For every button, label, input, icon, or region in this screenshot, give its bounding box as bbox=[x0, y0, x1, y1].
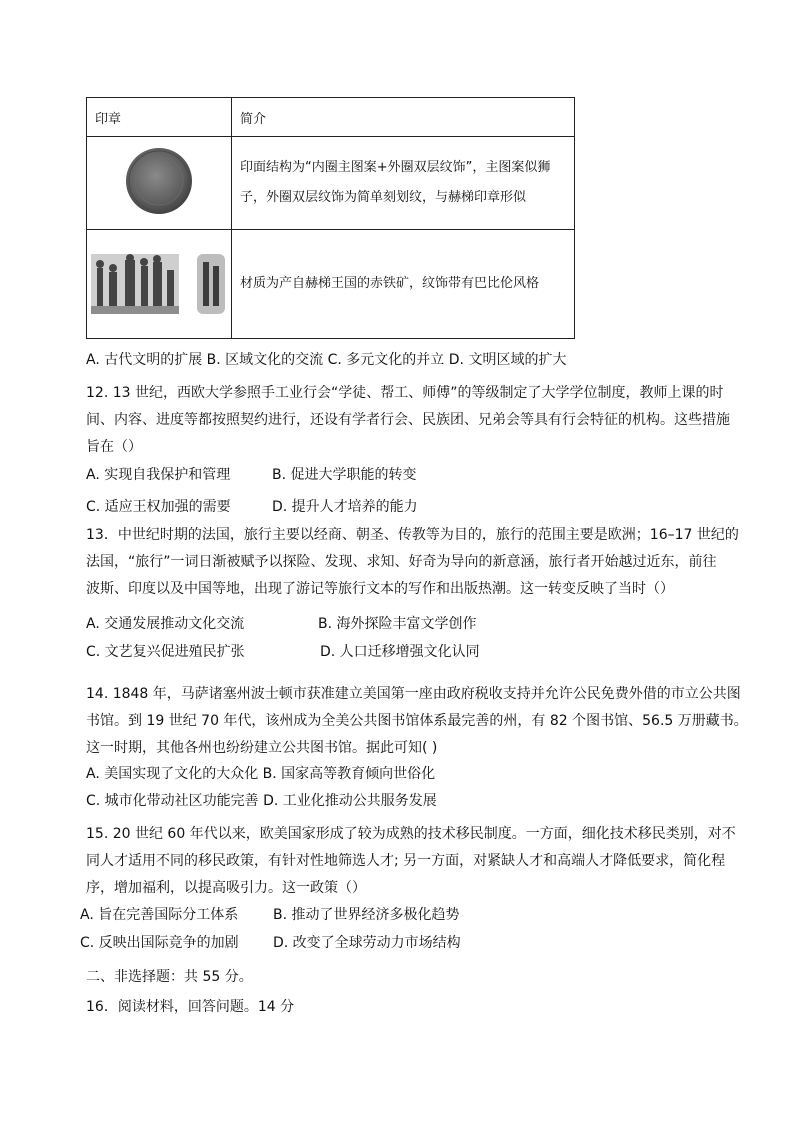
table-row bbox=[87, 137, 575, 230]
q15-option-c: C. 反映出国际竞争的加剧 bbox=[80, 935, 239, 951]
q15-option-b: B. 推动了世界经济多极化趋势 bbox=[273, 907, 460, 923]
q13-line-3: 波斯、印度以及中国等地，出现了游记等旅行文本的写作和出版热潮。这一转变反映了当时（） bbox=[86, 581, 674, 597]
seal-image-cell bbox=[87, 137, 232, 230]
q14-line-1: 14. 1848 年，马萨诸塞州波士顿市获准建立美国第一座由政府税收支持并允许公民免费外借的市立公共图 bbox=[86, 686, 741, 702]
q13-option-a: A. 交通发展推动文化交流 bbox=[86, 616, 245, 632]
header-intro-cell bbox=[232, 98, 575, 137]
row2-description: 材质为产自赫梯王国的赤铁矿，纹饰带有巴比伦风格 bbox=[240, 276, 540, 291]
header-intro: 简介 bbox=[240, 111, 267, 127]
q12-option-a: A. 实现自我保护和管理 bbox=[86, 467, 231, 483]
q13-option-c: C. 文艺复兴促进殖民扩张 bbox=[86, 644, 245, 660]
cylinder-seal-image bbox=[89, 250, 229, 318]
row2-desc-cell bbox=[232, 230, 575, 339]
q15-line-3: 序，增加福利，以提高吸引力。这一政策（） bbox=[86, 880, 366, 896]
round-seal-image bbox=[124, 146, 194, 216]
seal-table bbox=[86, 97, 575, 339]
q15-line-2: 同人才适用不同的移民政策，有针对性地筛选人才; 另一方面，对紧缺人才和高端人才降低要求，简化程 bbox=[86, 853, 726, 869]
q14-line-2: 书馆。到 19 世纪 70 年代，该州成为全美公共图书馆体系最完善的州，有 82 个图书馆、56.5 万册藏书。 bbox=[86, 713, 748, 729]
q15-option-a: A. 旨在完善国际分工体系 bbox=[80, 907, 239, 923]
cylinder-image-cell bbox=[87, 230, 232, 339]
q13-option-b: B. 海外探险丰富文学创作 bbox=[318, 616, 477, 632]
q11-options: A. 古代文明的扩展 B. 区域文化的交流 C. 多元文化的并立 D. 文明区域的扩大 bbox=[86, 352, 567, 368]
q16-prompt: 16．阅读材料，回答问题。14 分 bbox=[86, 999, 295, 1015]
q15-option-d: D. 改变了全球劳动力市场结构 bbox=[273, 935, 461, 951]
q15-line-1: 15. 20 世纪 60 年代以来，欧美国家形成了较为成熟的技术移民制度。一方面，细化技术移民类别，对不 bbox=[86, 826, 736, 842]
q12-line-3: 旨在（） bbox=[86, 439, 142, 455]
q12-option-c: C. 适应王权加强的需要 bbox=[86, 499, 231, 515]
header-seal-cell bbox=[87, 98, 232, 137]
q14-options-cd: C. 城市化带动社区功能完善 D. 工业化推动公共服务发展 bbox=[86, 793, 437, 809]
q12-line-1: 12. 13 世纪，西欧大学参照手工业行会“学徒、帮工、师傅”的等级制定了大学学位制度，教师上课的时 bbox=[86, 385, 724, 401]
table-header-row bbox=[87, 98, 575, 137]
q12-option-b: B. 促进大学职能的转变 bbox=[272, 467, 417, 483]
q13-line-1: 13．中世纪时期的法国，旅行主要以经商、朝圣、传教等为目的，旅行的范围主要是欧洲；16–17 世纪的 bbox=[86, 527, 739, 543]
table-row bbox=[87, 230, 575, 339]
q12-line-2: 间、内容、进度等都按照契约进行，还设有学者行会、民族团、兄弟会等具有行会特征的机构。这些措施 bbox=[86, 412, 730, 428]
row1-description: 印面结构为“内圈主图案+外圈双层纹饰”，主图案似狮子，外圈双层纹饰为简单刻划纹，与赫梯印章形似 bbox=[240, 160, 551, 205]
q13-line-2: 法国，“旅行”一词日渐被赋予以探险、发现、求知、好奇为导向的新意涵，旅行者开始越过近东，前往 bbox=[86, 554, 717, 570]
q14-options-ab: A. 美国实现了文化的大众化 B. 国家高等教育倾向世俗化 bbox=[86, 766, 436, 782]
q12-option-d: D. 提升人才培养的能力 bbox=[272, 499, 418, 515]
row1-desc-cell bbox=[232, 137, 575, 230]
section-2-heading: 二、非选择题：共 55 分。 bbox=[86, 969, 253, 985]
header-seal: 印章 bbox=[95, 111, 122, 127]
q13-option-d: D. 人口迁移增强文化认同 bbox=[320, 644, 480, 660]
q14-line-3: 这一时期，其他各州也纷纷建立公共图书馆。据此可知( ) bbox=[86, 740, 438, 756]
